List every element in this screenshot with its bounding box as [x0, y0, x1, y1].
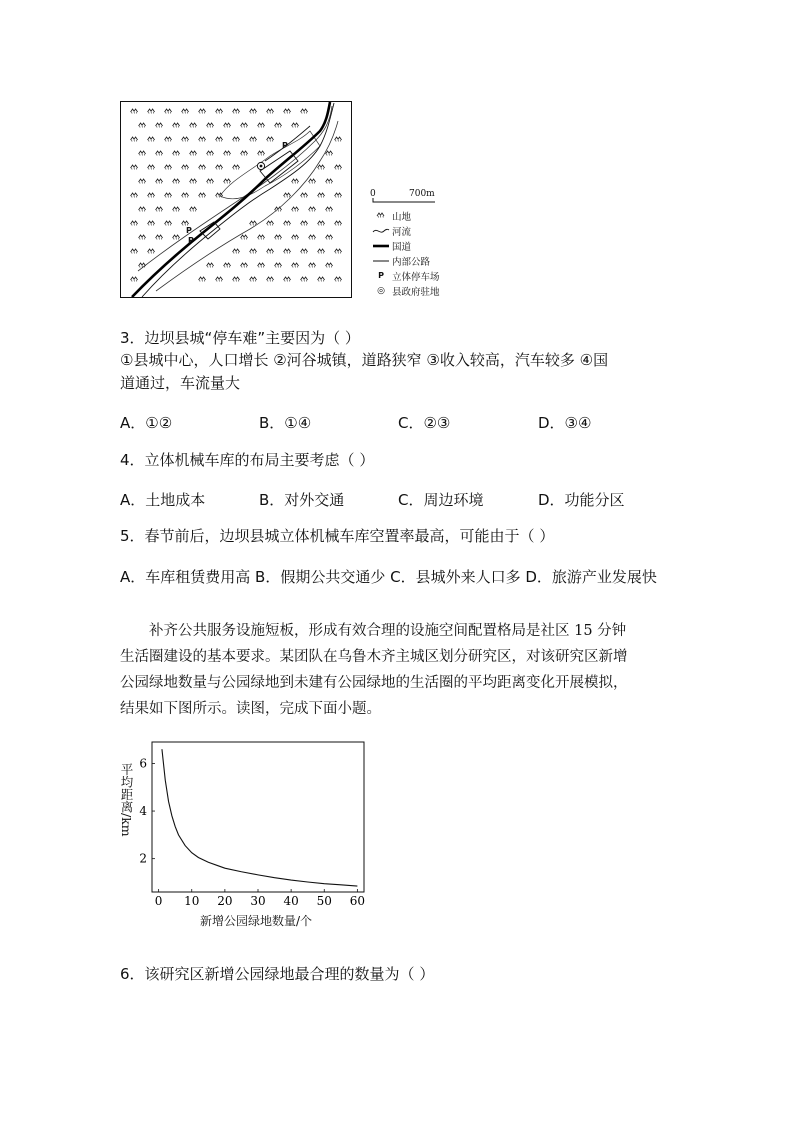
y-tick-label: 6 [139, 756, 147, 771]
question-5-stem: 5．春节前后，边坝县城立体机械车库空置率最高，可能由于（ ） [120, 527, 555, 545]
legend-item: P 立体停车场 [370, 268, 440, 283]
x-tick-label: 10 [184, 894, 200, 908]
x-tick-label: 30 [250, 894, 266, 908]
q3-option-d[interactable]: D．③④ [538, 414, 592, 432]
map-legend [370, 208, 490, 300]
q4-option-d[interactable]: D．功能分区 [538, 491, 625, 509]
x-tick-label: 50 [316, 894, 332, 908]
internal-road-icon [370, 258, 392, 264]
national-road-icon [370, 243, 392, 249]
x-tick-label: 40 [283, 894, 299, 908]
q4-option-b[interactable]: B．对外交通 [259, 491, 345, 509]
y-tick-label: 2 [139, 851, 147, 866]
plot-frame [152, 742, 364, 892]
river-icon [370, 227, 392, 235]
q3-option-b[interactable]: B．①④ [259, 414, 312, 432]
county-seat-icon: ◎ [377, 285, 385, 296]
y-tick-label: 4 [139, 804, 147, 819]
parking-icon: P [378, 271, 384, 280]
q3-option-a[interactable]: A．①② [120, 414, 173, 432]
q3-option-c[interactable]: C．②③ [398, 414, 451, 432]
x-axis-label: 新增公园绿地数量/个 [200, 914, 313, 928]
scale-zero: 0 [370, 189, 376, 199]
question-6-stem: 6．该研究区新增公园绿地最合理的数量为（ ） [120, 965, 435, 983]
q4-option-c[interactable]: C．周边环境 [398, 491, 484, 509]
x-tick-label: 0 [154, 894, 163, 908]
chart-canvas [112, 735, 372, 930]
legend-item: ◎ 县政府驻地 [370, 283, 440, 298]
passage-line: 生活圈建设的基本要求。某团队在乌鲁木齐主城区划分研究区，对该研究区新增 [120, 649, 628, 665]
map-figure [120, 101, 352, 298]
reading-passage [120, 618, 680, 722]
q5-options[interactable]: A．车库租赁费用高 B．假期公共交通少 C．县城外来人口多 D．旅游产业发展快 [120, 568, 657, 586]
question-3-statements-line1: ①县城中心，人口增长 ②河谷城镇，道路狭窄 ③收入较高，汽车较多 ④国 [120, 351, 609, 369]
legend-item: 河流 [370, 223, 411, 238]
parking-marker: P [282, 141, 288, 150]
parking-marker: P [186, 226, 192, 235]
question-3-statements-line2: 道通过，车流量大 [120, 374, 241, 392]
mountain-icon [370, 212, 392, 219]
question-4-stem: 4．立体机械车库的布局主要考虑（ ） [120, 451, 375, 469]
passage-line: 公园绿地数量与公园绿地到未建有公园绿地的生活圈的平均距离变化开展模拟， [120, 675, 628, 691]
series-line [162, 749, 357, 886]
legend-item: 内部公路 [370, 253, 430, 268]
passage-line: 补齐公共服务设施短板，形成有效合理的设施空间配置格局是社区 15 分钟 [149, 623, 627, 639]
x-tick-label: 60 [349, 894, 366, 908]
distance-chart [112, 735, 372, 930]
legend-item: 国道 [370, 238, 411, 253]
q4-option-a[interactable]: A．土地成本 [120, 491, 206, 509]
scale-bar [368, 187, 448, 207]
parking-marker: P [188, 236, 194, 245]
x-tick-label: 20 [217, 894, 233, 908]
map-canvas [120, 101, 352, 298]
scale-label: 700m [409, 189, 435, 199]
legend-item: 山地 [370, 208, 411, 223]
y-axis-label: 平均距离/km [119, 763, 134, 837]
passage-line: 结果如下图所示。读图，完成下面小题。 [120, 701, 381, 717]
question-3-stem: 3．边坝县城“停车难”主要因为（ ） [120, 329, 360, 347]
